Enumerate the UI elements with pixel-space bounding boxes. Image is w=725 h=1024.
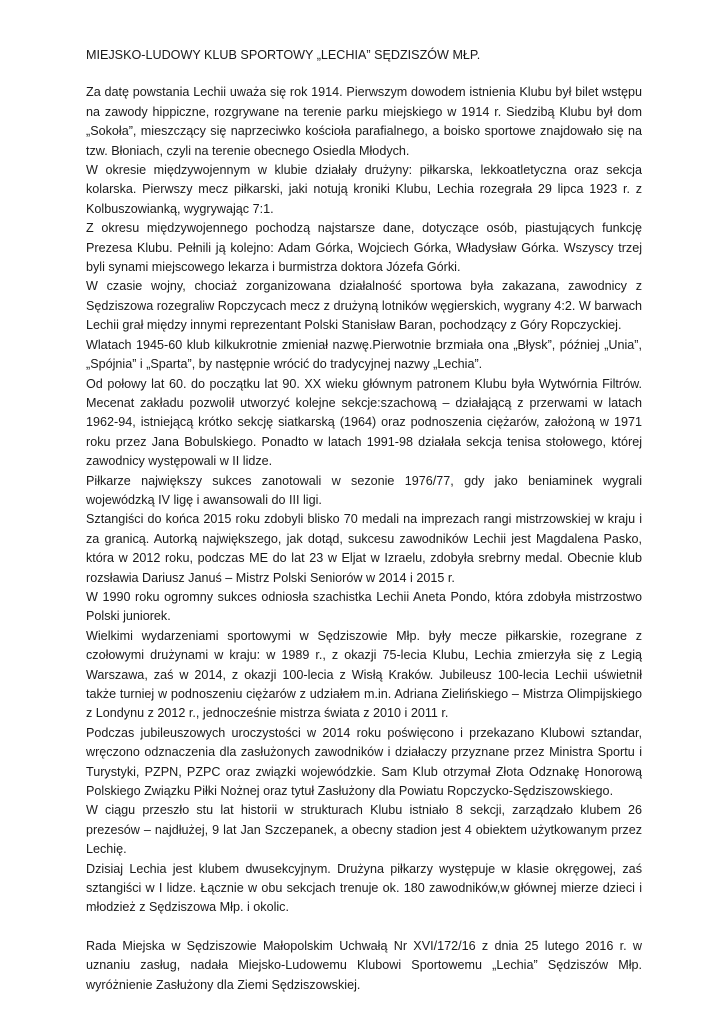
paragraph: Piłkarze największy sukces zanotowali w sezonie 1976/77, gdy jako beniaminek wygrali wojewódzką IV ligę i awansowali do III ligi. <box>86 473 642 507</box>
paragraph: W okresie międzywojennym w klubie działały drużyny: piłkarska, lekkoatletyczna oraz sekcja kolarska. Pierwszy mecz piłkarski, jaki notują kroniki Klubu, Lechia rozegrała 29 lipca 1923 r. z Kolbuszowianką, wygrywając 7:1. <box>86 163 642 216</box>
paragraph: W ciągu przeszło stu lat historii w strukturach Klubu istniało 8 sekcji, zarządzało klubem 26 prezesów – najdłużej, 9 lat Jan Szczepanek, a obecny stadion jest 4 obiektem użytkowanym przez Lechię. <box>86 803 642 857</box>
document-title: MIEJSKO-LUDOWY KLUB SPORTOWY „LECHIA” SĘDZISZÓW MŁP. <box>86 48 481 62</box>
paragraph: Wlatach 1945-60 klub kilkukrotnie zmieniał nazwę.Pierwotnie brzmiała ona „Błysk”, później „Unia”, „Spójnia” i „Sparta”, by następnie wrócić do tradycyjnej nazwy „Lechia”. <box>86 337 642 372</box>
paragraph: W 1990 roku ogromny sukces odniosła szachistka Lechii Aneta Pondo, która zdobyła mistrzostwo Polski juniorek. <box>86 589 642 624</box>
paragraph: Dzisiaj Lechia jest klubem dwusekcyjnym. Drużyna piłkarzy występuje w klasie okręgowej, zaś sztangiści w I lidze. Łącznie w obu sekcjach trenuje ok. 180 zawodników,w głównej mierze dzieci i młodzież z Sędziszowa Młp. i okolic. <box>86 861 642 915</box>
document-page <box>86 46 642 995</box>
paragraph: Podczas jubileuszowych uroczystości w 2014 roku poświęcono i przekazano Klubowi sztandar, wręczono odznaczenia dla zasłużonych zawodników i działaczy przyznane przez Ministra Sportu i Turystyki, PZPN, PZPC oraz związki wojewódzkie. Sam Klub otrzymał Złota Odznakę Honorową Polskiego Związku Piłki Nożnej oraz tytuł Zasłużony dla Powiatu Ropczycko-Sędziszowskiego. <box>86 725 642 799</box>
blank-line <box>86 918 642 937</box>
paragraph: Od połowy lat 60. do początku lat 90. XX wieku głównym patronem Klubu była Wytwórnia Filtrów. Mecenat zakładu pozwolił utworzyć kolejne sekcje:szachową – działającą z przerwami w latach 1962-94, istniejącą krótko sekcję siatkarską (1964) oraz podnoszenia ciężarów, założoną w 1971 roku przez Jana Bobulskiego. Ponadto w latach 1991-98 działała sekcja tenisa stołowego, której zawodnicy występowali w II lidze. <box>86 376 642 469</box>
paragraph: W czasie wojny, chociaż zorganizowana działalność sportowa była zakazana, zawodnicy z Sędziszowa rozegraliw Ropczycach mecz z drużyną lotników węgierskich, wygrany 4:2. W barwach Lechii grał między innymi reprezentant Polski Stanisław Baran, pochodzący z Góry Ropczyckiej. <box>86 279 642 333</box>
paragraph: Z okresu międzywojennego pochodzą najstarsze dane, dotyczące osób, piastujących funkcję Prezesa Klubu. Pełnili ją kolejno: Adam Górka, Wojciech Górka, Władysław Górka. Wszyscy trzej byli synami miejscowego lekarza i burmistrza doktora Józefa Górki. <box>86 221 642 275</box>
paragraph: Sztangiści do końca 2015 roku zdobyli blisko 70 medali na imprezach rangi mistrzowskiej w kraju i za granicą. Autorką największego, jak dotąd, sukcesu zawodników Lechii jest Magdalena Pasko, która w 2012 roku, podczas ME do lat 23 w Eljat w Izraelu, zdobyła srebrny medal. Obecnie klub rozsławia Dariusz Januś – Mistrz Polski Seniorów w 2014 i 2015 r. <box>86 512 642 585</box>
document-body <box>86 83 642 917</box>
paragraph: Za datę powstania Lechii uważa się rok 1914. Pierwszym dowodem istnienia Klubu był bilet wstępu na zawody hippiczne, rozgrywane na terenie parku miejskiego w 1914 r. Siedzibą Klubu był dom „Sokoła”, mieszczący się naprzeciwko kościoła parafialnego, a boisko sportowe znajdowało się na tzw. Błoniach, czyli na terenie obecnego Osiedla Młodych. <box>86 85 642 158</box>
closing-paragraph: Rada Miejska w Sędziszowie Małopolskim Uchwałą Nr XVI/172/16 z dnia 25 lutego 2016 r. w uznaniu zasług, nadała Miejsko-Ludowemu Klubowi Sportowemu „Lechia” Sędziszów Młp. wyróżnienie Zasłużony dla Ziemi Sędziszowskiej. <box>86 938 642 992</box>
paragraph: Wielkimi wydarzeniami sportowymi w Sędziszowie Młp. były mecze piłkarskie, rozegrane z czołowymi drużynami w kraju: w 1989 r., z okazji 75-lecia Klubu, Lechia zmierzyła się z Legią Warszawa, zaś w 2014, z okazji 100-lecia z Wisłą Kraków. Jubileusz 100-lecia Lechii uświetnił także turniej w podnoszeniu ciężarów z udziałem m.in. Adriana Zielińskiego – Mistrza Olimpijskiego z Londynu z 2012 r., jednocześnie mistrza świata z 2010 i 2011 r. <box>86 628 642 721</box>
